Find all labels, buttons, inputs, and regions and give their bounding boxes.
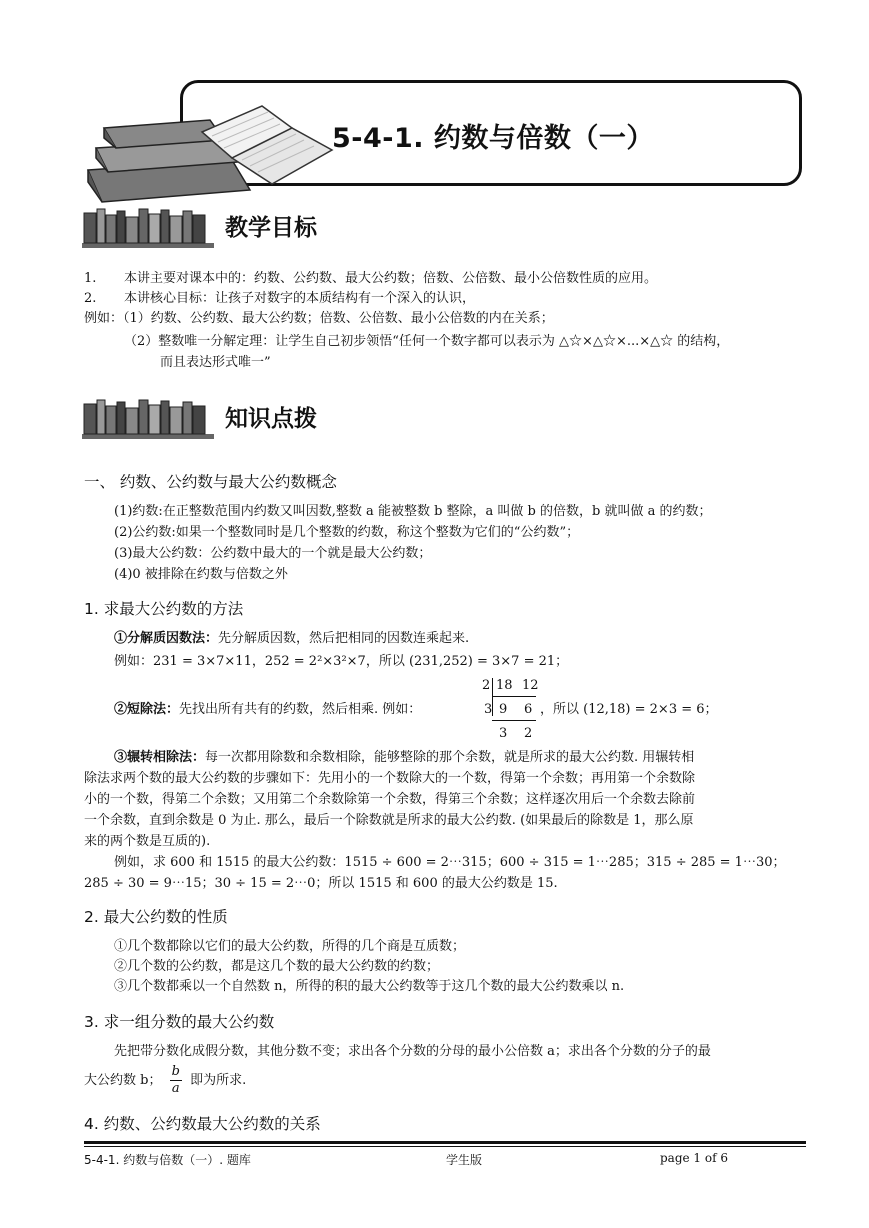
method-3-example-cont: 285 ÷ 30 = 9⋯15；30 ÷ 15 = 2⋯0；所以 1515 和 600 的最大公约数是 15. — [84, 876, 558, 891]
goal-example-2-cont: 而且表达形式唯一” — [160, 355, 271, 370]
definition-4: (4)0 被排除在约数与倍数之外 — [114, 567, 288, 582]
method-3-text: 一个余数，直到余数是 0 为止. 那么，最后一个除数就是所求的最大公约数. (如果最后的除数是 1，那么原 — [84, 813, 694, 828]
footer-center: 学生版 — [446, 1153, 483, 1167]
fraction-b-over-a — [170, 1064, 182, 1097]
method-3-text: 小的一个数，得第二个余数；又用第二个余数除第一个余数，得第三个余数；这样逐次用后一个余数去除前 — [84, 792, 696, 807]
short-div-divisor-2: 3 — [484, 702, 493, 717]
short-div-quotient: 2 — [524, 726, 533, 741]
fraction-text-2 — [84, 1064, 246, 1097]
short-div-divisor-1: 2 — [482, 678, 491, 693]
method-1-example: 例如：231 = 3×7×11，252 = 2²×3²×7，所以 (231,252) = 3×7 = 21； — [114, 654, 569, 669]
section-header-goals — [82, 205, 382, 249]
method-3-text: 除法求两个数的最大公约数的步骤如下：先用小的一个数除大的一个数，得第一个余数；再用第一个余数除 — [84, 771, 696, 786]
short-div-quotient: 3 — [499, 726, 508, 741]
method-2-text: 先找出所有共有的约数，然后相乘. 例如： — [179, 702, 422, 717]
fraction-text-1: 先把带分数化成假分数，其他分数不变；求出各个分数的分母的最小公倍数 a；求出各个分数的分子的最 — [114, 1044, 711, 1059]
footer-rule — [84, 1146, 806, 1147]
fraction-denominator: a — [171, 1081, 180, 1096]
method-1-text: 先分解质因数，然后把相同的因数连乘起来. — [218, 631, 470, 646]
short-div-value: 18 — [496, 678, 513, 693]
short-div-value: 9 — [499, 702, 508, 717]
fraction-text-2a: 大公约数 b； — [84, 1073, 162, 1088]
goal-1-number: 1. — [84, 271, 97, 286]
definition-1: (1)约数:在正整数范围内约数又叫因数,整数 a 能被整数 b 整除，a 叫做 b 的倍数，b 就叫做 a 的约数； — [114, 504, 712, 519]
short-division — [482, 676, 542, 746]
section-title-knowledge: 知识点拨 — [225, 406, 317, 432]
heading-property: 2. 最大公约数的性质 — [84, 908, 228, 926]
goal-2-text: 本讲核心目标：让孩子对数字的本质结构有一个深入的认识， — [124, 291, 476, 306]
books-illustration — [82, 98, 352, 208]
method-2-result: ，所以 (12,18) = 2×3 = 6； — [540, 702, 718, 717]
method-3-text: 来的两个数是互质的). — [84, 834, 211, 849]
method-3-example: 例如，求 600 和 1515 的最大公约数：1515 ÷ 600 = 2⋯315；600 ÷ 315 = 1⋯285；315 ÷ 285 = 1⋯30； — [114, 855, 786, 870]
fraction-numerator: b — [171, 1064, 180, 1079]
goal-2-number: 2. — [84, 291, 97, 306]
method-2-label: ②短除法： — [114, 702, 180, 717]
bookshelf-icon — [82, 396, 214, 440]
heading-fraction: 3. 求一组分数的最大公约数 — [84, 1013, 275, 1031]
footer-page-number: page 1 of 6 — [660, 1151, 728, 1165]
heading-method: 1. 求最大公约数的方法 — [84, 600, 244, 618]
short-div-value: 12 — [522, 678, 539, 693]
method-2 — [114, 701, 421, 719]
method-3-label: ③辗转相除法： — [114, 750, 206, 765]
footer-rule — [84, 1141, 806, 1144]
goal-example-2: （2）整数唯一分解定理：让学生自己初步领悟“任何一个数字都可以表示为 △☆×△☆×...×△☆ 的结构， — [124, 334, 730, 349]
goal-1-text: 本讲主要对课本中的：约数、公约数、最大公约数；倍数、公倍数、最小公倍数性质的应用。 — [124, 271, 658, 286]
section-title-goals: 教学目标 — [225, 215, 317, 241]
property-1: ①几个数都除以它们的最大公约数，所得的几个商是互质数； — [114, 939, 466, 954]
page-title: 5-4-1. 约数与倍数（一） — [332, 123, 654, 154]
short-div-value: 6 — [524, 702, 533, 717]
method-1 — [114, 630, 469, 648]
section-header-knowledge — [82, 396, 382, 440]
property-2: ②几个数的公约数，都是这几个数的最大公约数的约数； — [114, 959, 440, 974]
method-3 — [114, 749, 694, 767]
method-1-label: ①分解质因数法： — [114, 631, 219, 646]
heading-relation: 4. 约数、公约数最大公约数的关系 — [84, 1115, 321, 1133]
goal-example-1: 例如：（1）约数、公约数、最大公约数；倍数、公倍数、最小公倍数的内在关系； — [84, 311, 554, 326]
footer-left: 5-4-1. 约数与倍数（一）. 题库 — [84, 1153, 251, 1167]
bookshelf-icon — [82, 205, 214, 249]
definition-3: (3)最大公约数：公约数中最大的一个就是最大公约数； — [114, 546, 432, 561]
fraction-text-2b: 即为所求. — [190, 1073, 247, 1088]
definition-2: (2)公约数:如果一个整数同时是几个整数的约数，称这个整数为它们的“公约数”； — [114, 525, 580, 540]
property-3: ③几个数都乘以一个自然数 n，所得的积的最大公约数等于这几个数的最大公约数乘以 n. — [114, 979, 625, 994]
method-3-text: 每一次都用除数和余数相除，能够整除的那个余数，就是所求的最大公约数. 用辗转相 — [205, 750, 695, 765]
heading-concepts: 一、 约数、公约数与最大公约数概念 — [84, 473, 337, 491]
